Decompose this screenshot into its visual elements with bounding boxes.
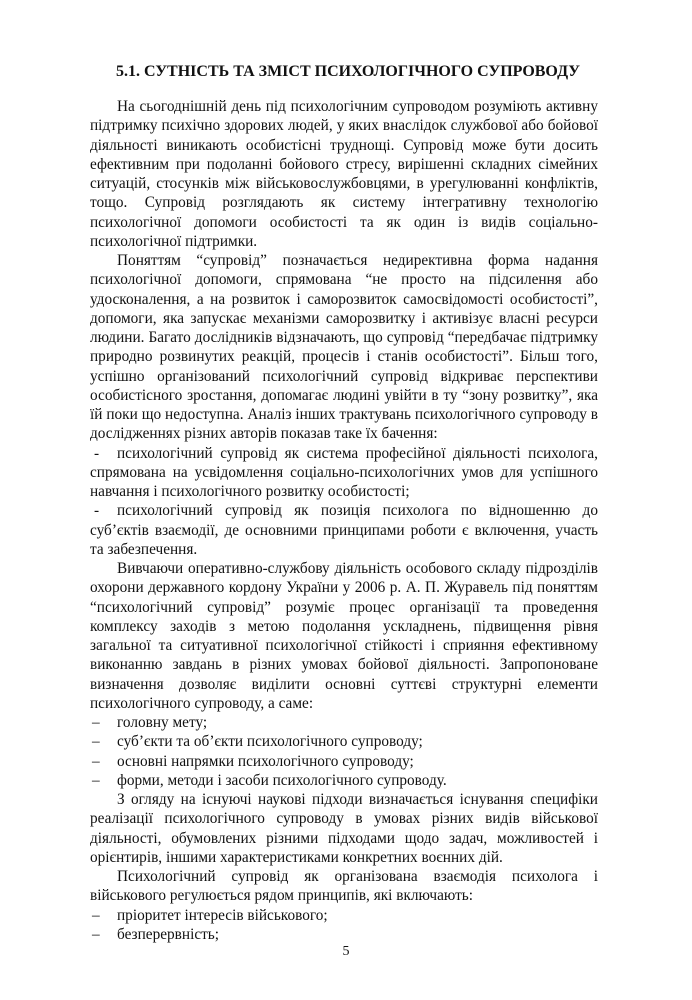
list-item: [90, 752, 598, 771]
paragraph-4: З огляду на існуючі наукові підходи визначається існування специфіки реалізації психологічного супроводу в умовах різних видів військової діяльності, обумовлених різними підходами щодо задач, можливостей і орієнтирів, іншими характеристиками конкретних воєнних дій.: [90, 791, 598, 866]
dash-list-item: [90, 444, 598, 502]
page-number: 5: [342, 944, 350, 959]
dash-marker: –: [92, 752, 100, 770]
paragraph-1: На сьогоднішній день під психологічним супроводом розуміють активну підтримку психічно здорових людей, у яких внаслідок службової або бойової діяльності виникають особистісні труднощі. Супровід може бути досить ефективним при подоланні бойового стресу, вирішенні складних сімейних ситуацій, стосунків між військовослужбовцями, в урегулюванні конфліктів, тощо. Супровід розглядають як систему інтегративну технологію психологічної допомоги особистості та як один із видів соціально-психологічної підтримки.: [90, 98, 598, 250]
list-item: [90, 906, 598, 925]
body-text: [90, 97, 598, 944]
paragraph-2: Поняттям “супровід” позначається недирективна форма надання психологічної допомоги, спрямована “не просто на підсилення або удосконалення, а на розвиток і саморозвиток самосвідомості особистості”, допомоги, яка запускає механізми саморозвитку і активізує власні ресурси людини. Багато дослідників відзначають, що супровід “передбачає підтримку природно розвинутих реакцій, процесів і станів особистості”. Більш того, успішно організований психологічний супровід відкриває перспективи особистісного зростання, допомагає людині увійти в ту “зону розвитку”, яка їй поки що недоступна. Аналіз інших трактувань психологічного супроводу в дослідженнях різних авторів показав таке їх бачення:: [90, 252, 598, 443]
list-item-text: безперервність;: [117, 925, 220, 943]
list-item-text: пріоритет інтересів військового;: [117, 906, 328, 924]
dash-marker: -: [94, 502, 100, 520]
list-item: [90, 713, 598, 732]
list-item: [90, 771, 598, 790]
dash-list-item: [90, 501, 598, 559]
dash-list-item-text: психологічний супровід як позиція психолога по відношенню до суб’єктів взаємодії, де основними принципами роботи є включення, участь та забезпечення.: [90, 502, 598, 558]
list-item-text: форми, методи і засоби психологічного супроводу.: [117, 771, 447, 789]
list-item-text: суб’єкти та об’єкти психологічного супроводу;: [117, 733, 423, 751]
list-item: [90, 732, 598, 751]
dash-marker: –: [92, 771, 100, 789]
dash-marker: -: [94, 444, 100, 462]
list-item: [90, 925, 598, 944]
list-item-text: головну мету;: [117, 714, 208, 731]
dash-list-item-text: психологічний супровід як система професійної діяльності психолога, спрямована на усвідомлення соціально-психологічних умов для успішного навчання і психологічного розвитку особистості;: [90, 444, 598, 500]
dash-marker: –: [92, 925, 100, 943]
dash-marker: –: [92, 733, 100, 751]
paragraph-3: Вивчаючи оперативно-службову діяльність особового складу підрозділів охорони державного кордону України у 2006 р. А. П. Журавель під поняттям “психологічний супровід” розуміє процес організації та проведення комплексу заходів з метою подолання ускладнень, підвищення рівня загальної та ситуативної психологічної стійкості і сприяння ефективному виконанню завдань в різних умовах бойової діяльності. Запропоноване визначення дозволяє виділити основні суттєві структурні елементи психологічного супроводу, а саме:: [90, 560, 598, 712]
dash-marker: –: [92, 714, 100, 731]
paragraph-5: Психологічний супровід як організована взаємодія психолога і військового регулюється рядом принципів, які включають:: [90, 868, 598, 905]
list-item-text: основні напрямки психологічного супроводу;: [117, 752, 414, 770]
dash-marker: –: [92, 906, 100, 924]
section-heading: 5.1. СУТНІСТЬ ТА ЗМІСТ ПСИХОЛОГІЧНОГО СУПРОВОДУ: [115, 63, 581, 80]
